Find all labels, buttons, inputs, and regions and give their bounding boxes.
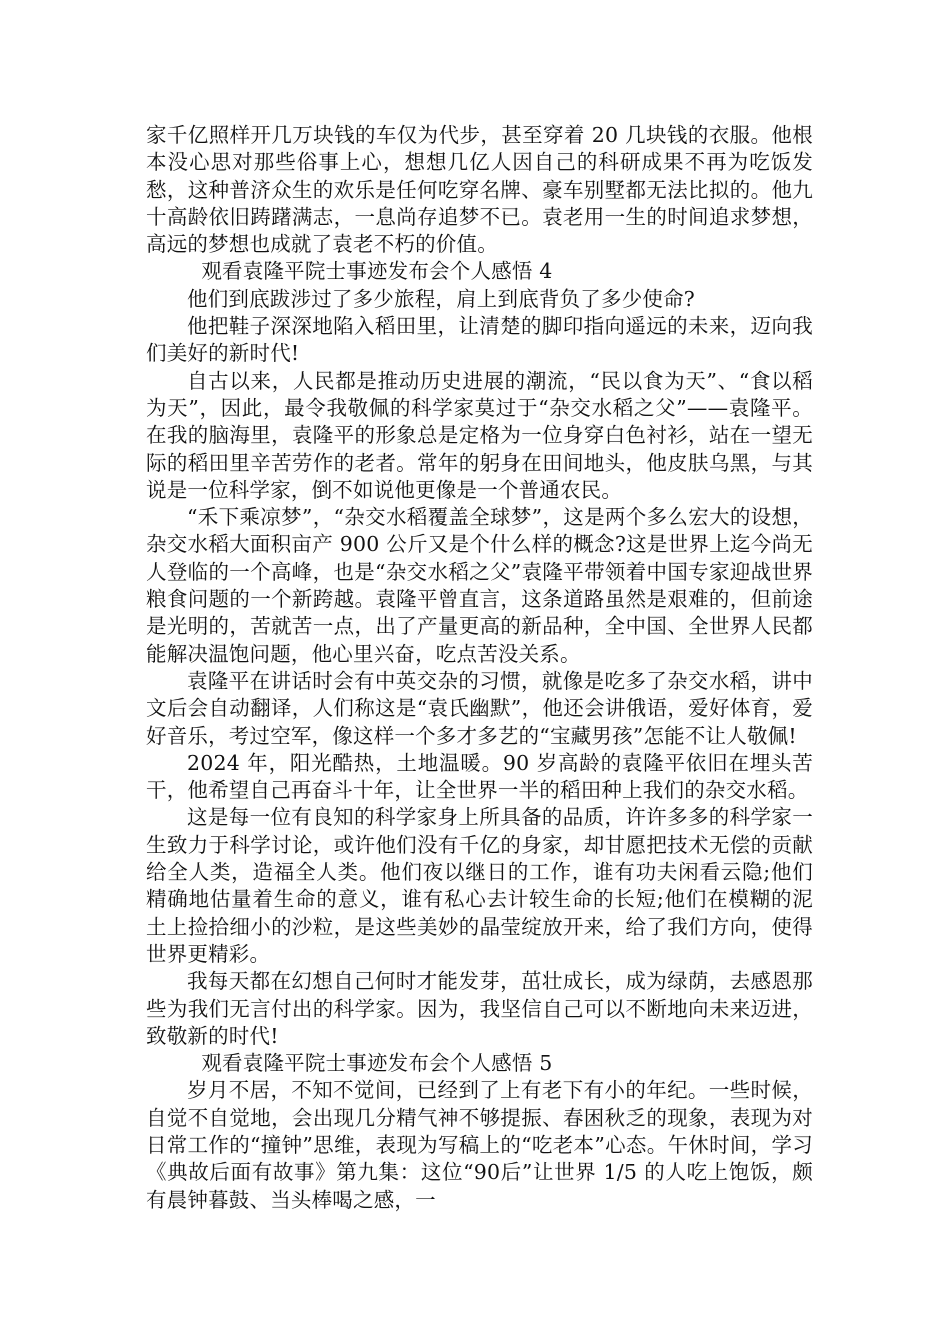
section-heading-5: 观看袁隆平院士事迹发布会个人感悟 5	[201, 1051, 553, 1076]
paragraph-intro: 家千亿照样开几万块钱的车仅为代步，甚至穿着 20 几块钱的衣服。他根本没心思对那些俗事上心，想想几亿人因自己的科研成果不再为吃饭发愁，这种普济众生的欢乐是任何吃穿名牌、豪车别墅都无法比拟的。他九十高龄依旧踌躇满志，一息尚存追梦不已。袁老用一生的时间追求梦想，高远的梦想也成就了袁老不朽的价值。	[146, 123, 813, 257]
paragraph: 袁隆平在讲话时会有中英交杂的习惯，就像是吃多了杂交水稻，讲中文后会自动翻译，人们称这是“袁氏幽默”，他还会讲俄语，爱好体育，爱好音乐，考过空军，像这样一个多才多艺的“宝藏男孩”怎能不让人敬佩!	[146, 668, 813, 748]
paragraph: “禾下乘凉梦”，“杂交水稻覆盖全球梦”，这是两个多么宏大的设想，杂交水稻大面积亩产 900 公斤又是个什么样的概念?这是世界上迄今尚无人登临的一个高峰，也是“杂交水稻之父”袁隆平带领着中国专家迎战世界粮食问题的一个新跨越。袁隆平曾直言，这条道路虽然是艰难的，但前途是光明的，苦就苦一点，出了产量更高的新品种，全中国、全世界人民都能解决温饱问题，他心里兴奋，吃点苦没关系。	[146, 505, 813, 666]
paragraph: 他把鞋子深深地陷入稻田里，让清楚的脚印指向遥远的未来，迈向我们美好的新时代!	[146, 314, 813, 366]
paragraph: 我每天都在幻想自己何时才能发芽，茁壮成长，成为绿荫，去感恩那些为我们无言付出的科学家。因为，我坚信自己可以不断地向未来迈进，致敬新的时代!	[146, 969, 813, 1048]
paragraph: 他们到底跋涉过了多少旅程，肩上到底背负了多少使命?	[187, 286, 695, 311]
paragraph: 岁月不居，不知不觉间，已经到了上有老下有小的年纪。一些时候，自觉不自觉地，会出现几分精气神不够提振、春困秋乏的现象，表现为对日常工作的“撞钟”思维，表现为写稿上的“吃老本”心态。午休时间，学习《典故后面有故事》第九集：这位“90后”让世界 1/5 的人吃上饱饭，颇有晨钟暮鼓、当头棒喝之感，一	[146, 1078, 813, 1212]
paragraph: 自古以来，人民都是推动历史进展的潮流，“民以食为天”、“食以稻为天”，因此，最令我敬佩的科学家莫过于“杂交水稻之父”——袁隆平。在我的脑海里，袁隆平的形象总是定格为一位身穿白色衬衫，站在一望无际的稻田里辛苦劳作的老者。常年的躬身在田间地头，他皮肤乌黑，与其说是一位科学家，倒不如说他更像是一个普通农民。	[146, 368, 813, 502]
paragraph: 这是每一位有良知的科学家身上所具备的品质，许许多多的科学家一生致力于科学讨论，或许他们没有千亿的身家，却甘愿把技术无偿的贡献给全人类，造福全人类。他们夜以继日的工作，谁有功夫闲看云隐;他们精确地估量着生命的意义，谁有私心去计较生命的长短;他们在模糊的泥土上捡拾细小的沙粒，是这些美妙的晶莹绽放开来，给了我们方向，使得世界更精彩。	[146, 805, 813, 966]
paragraph: 2024 年，阳光酷热，土地温暖。90 岁高龄的袁隆平依旧在埋头苦干，他希望自己再奋斗十年，让全世界一半的稻田种上我们的杂交水稻。	[146, 750, 813, 803]
document-body	[146, 122, 813, 1214]
section-heading-4: 观看袁隆平院士事迹发布会个人感悟 4	[201, 259, 553, 284]
